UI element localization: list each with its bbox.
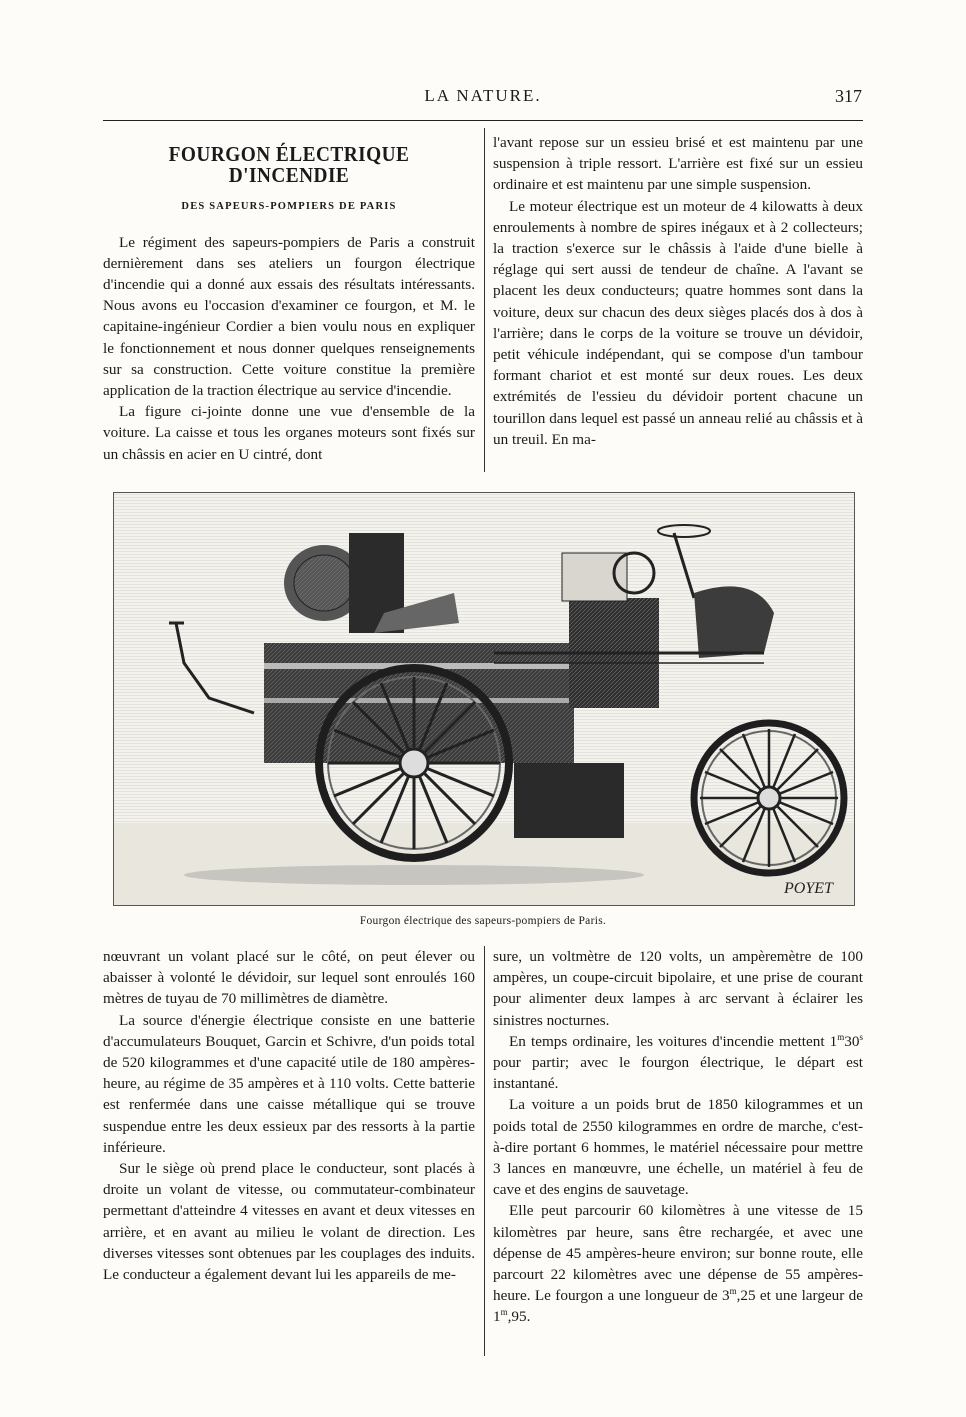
paragraph — [493, 1200, 863, 1327]
right-column-top — [493, 132, 863, 450]
text-run: 30 — [844, 1032, 860, 1050]
text-run: Elle peut parcourir 60 kilomètres à une vitesse de 15 kilomètres par heure, sans être rechargée, et avec une dépense de 45 ampères-heure environ; sur bonne route, elle parcourt 22 kilomètres avec une dépense de 55 ampères-heure. Le fourgon a une longueur de 3 — [493, 1202, 863, 1305]
left-column-bottom — [103, 946, 475, 1285]
page-number: 317 — [835, 86, 862, 106]
column-divider — [484, 128, 485, 472]
illustration-fire-truck — [113, 492, 855, 906]
superscript: m — [837, 1031, 845, 1042]
front-wheel — [694, 723, 844, 873]
left-column-top — [103, 144, 475, 465]
running-title: LA NATURE. — [424, 86, 542, 105]
paragraph: La figure ci-jointe donne une vue d'ensemble de la voiture. La caisse et tous les organes moteurs sont fixés sur un châssis en acier en U cintré, dont — [103, 403, 475, 463]
paragraph: sure, un voltmètre de 120 volts, un ampèremètre de 100 ampères, un coupe-circuit bipolaire, et une prise de courant pour alimenter deux lampes à arc servant à éclairer les sinistres nocturnes. — [493, 948, 863, 1029]
article-subtitle: DES SAPEURS-POMPIERS DE PARIS — [181, 201, 397, 213]
column-divider — [484, 946, 485, 1356]
paragraph: La voiture a un poids brut de 1850 kilogrammes et un poids total de 2550 kilogrammes en ordre de marche, c'est-à-dire portant 6 hommes, le matériel nécessaire pour mettre 3 lances en manœuvre, une échelle, un matériel à feu de cave et des engins de sauvetage. — [493, 1096, 863, 1199]
figure-caption: Fourgon électrique des sapeurs-pompiers de Paris. — [359, 915, 607, 927]
paragraph: La source d'énergie électrique consiste en une batterie d'accumulateurs Bouquet, Garcin et Schivre, d'un poids total de 520 kilogrammes et d'une capacité utile de 180 ampères-heure, au régime de 35 ampères et à 110 volts. Cette batterie est renfermée dans une caisse métallique qui se trouve suspendue entre les deux essieux par des ressorts à la partie inférieure. — [103, 1011, 475, 1156]
paragraph — [493, 1031, 863, 1095]
text-run: En temps ordinaire, les voitures d'incendie mettent 1 — [509, 1032, 838, 1050]
text-run: ,25 et une largeur de 1 — [493, 1287, 864, 1326]
paragraph: Le régiment des sapeurs-pompiers de Paris a construit dernièrement dans ses ateliers un fourgon électrique d'incendie qui a donné aux essais des résultats intéressants. Nous avons eu l'occasion d'examiner ce fourgon, et M. le capitaine-ingénieur Cordier a bien voulu nous en expliquer le fonctionnement et nous donner quelques renseignements sur sa construction. Cette voiture constitue la première application de la traction électrique au service d'incendie. — [103, 233, 475, 400]
article-title: FOURGON ÉLECTRIQUE D'INCENDIE — [168, 142, 410, 188]
fire-truck-engraving — [114, 493, 854, 905]
superscript: m — [500, 1307, 508, 1318]
engraver-signature: POYET — [784, 880, 833, 897]
text-run: ,95. — [507, 1308, 531, 1326]
page-header — [0, 86, 966, 114]
paragraph: Sur le siège où prend place le conducteur, sont placés à droite un volant de vitesse, ou commutateur-combinateur permettant d'atteindre 4 vitesses en avant et deux vitesses en arrière, et en avant au milieu le volant de direction. Les diverses vitesses sont obtenues par les couplages des induits. Le conducteur a également devant lui les appareils de me- — [103, 1160, 475, 1284]
rear-wheel — [319, 668, 509, 858]
paragraph: Le moteur électrique est un moteur de 4 kilowatts à deux enroulements à nombre de spires inégaux et à 2 collecteurs; la traction s'exerce sur le châssis à l'aide d'une bielle à réglage qui sert aussi de tendeur de chaîne. A l'avant se placent les deux conducteurs; quatre hommes sont dans la voiture, deux sur chacun des deux sièges placés dos à dos à l'arrière; dans le corps de la voiture se trouve un dévidoir, petit véhicule indépendant, qui se compose d'un tambour formant chariot et est monté sur deux roues. Les deux extrémités de l'essieu du dévidoir portent chacune un tourillon dans lequel est passé un anneau relié au châssis et à un treuil. En ma- — [493, 197, 863, 448]
paragraph: nœuvrant un volant placé sur le côté, on peut élever ou abaisser à volonté le dévidoir, sur lequel sont enroulés 160 mètres de tuyau de 70 millimètres de diamètre. — [103, 948, 475, 1008]
right-column-bottom — [493, 946, 863, 1328]
superscript: m — [729, 1286, 737, 1297]
superscript: s — [859, 1031, 863, 1042]
header-rule — [103, 120, 863, 121]
text-run: pour partir; avec le fourgon électrique, le départ est instantané. — [493, 1054, 863, 1093]
paragraph: l'avant repose sur un essieu brisé et est maintenu par une suspension à triple ressort. L'arrière est fixé sur un essieu ordinaire et est maintenu par une simple suspension. — [493, 134, 863, 194]
